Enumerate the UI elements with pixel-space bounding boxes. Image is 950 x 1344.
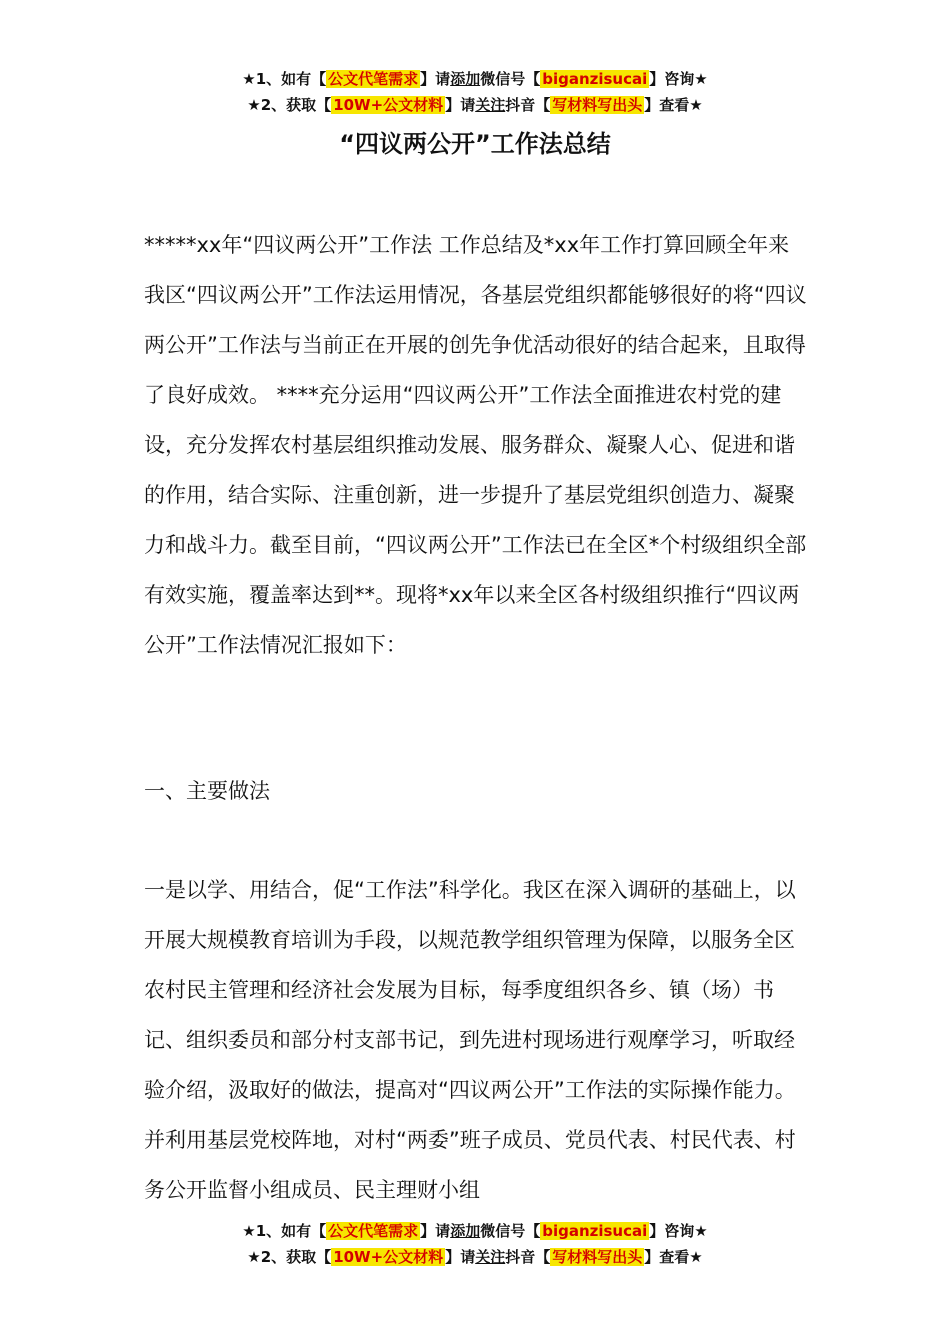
highlight-service: 公文代笔需求 <box>328 1222 419 1240</box>
footer-banner <box>0 1218 950 1270</box>
highlight-douyin-id: 写材料写出头 <box>552 96 643 114</box>
highlight-materials: 10W+公文材料 <box>333 96 444 114</box>
banner-line-2: ★2、获取【 10W+公文材料 】请关注抖音【 写材料写出头 】查看★ <box>247 1248 703 1266</box>
highlight-wechat-id: biganzisucai <box>542 70 648 88</box>
body-paragraph-2: 一是以学、用结合，促“工作法”科学化。我区在深入调研的基础上，以开展大规模教育培训为手段，以规范教学组织管理为保障，以服务全区农村民主管理和经济社会发展为目标，每季度组织各乡、镇（场）书记、组织委员和部分村支部书记，到先进村现场进行观摩学习，听取经验介绍，汲取好的做法，提高对“四议两公开”工作法的实际操作能力。并利用基层党校阵地，对村“两委”班子成员、党员代表、村民代表、村务公开监督小组成员、民主理财小组 <box>144 878 796 1202</box>
highlight-douyin-id: 写材料写出头 <box>552 1248 643 1266</box>
highlight-wechat-id: biganzisucai <box>542 1222 648 1240</box>
document-title: “四议两公开”工作法总结 <box>339 130 611 158</box>
banner-line-1: ★1、如有【 公文代笔需求 】请添加微信号【 biganzisucai 】咨询★ <box>242 1222 708 1240</box>
header-banner <box>0 66 950 118</box>
body-paragraph-1: *****xx年“四议两公开”工作法 工作总结及*xx年工作打算回顾全年来我区“四议两公开”工作法运用情况，各基层党组织都能够很好的将“四议两公开”工作法与当前正在开展的创先争优活动很好的结合起来，且取得了良好成效。 ****充分运用“四议两公开”工作法全面推进农村党的建设，充分发挥农村基层组织推动发展、服务群众、凝聚人心、促进和谐的作用，结合实际、注重创新，进一步提升了基层党组织创造力、凝聚力和战斗力。截至目前，“四议两公开”工作法已在全区*个村级组织全部有效实施，覆盖率达到**。现将*xx年以来全区各村级组织推行“四议两公开”工作法情况汇报如下： <box>144 233 807 657</box>
banner-line-1: ★1、如有【 公文代笔需求 】请添加微信号【 biganzisucai 】咨询★ <box>242 70 708 88</box>
highlight-service: 公文代笔需求 <box>328 70 419 88</box>
banner-line-2: ★2、获取【 10W+公文材料 】请关注抖音【 写材料写出头 】查看★ <box>247 96 703 114</box>
section-heading: 一、主要做法 <box>144 779 270 803</box>
highlight-materials: 10W+公文材料 <box>333 1248 444 1266</box>
